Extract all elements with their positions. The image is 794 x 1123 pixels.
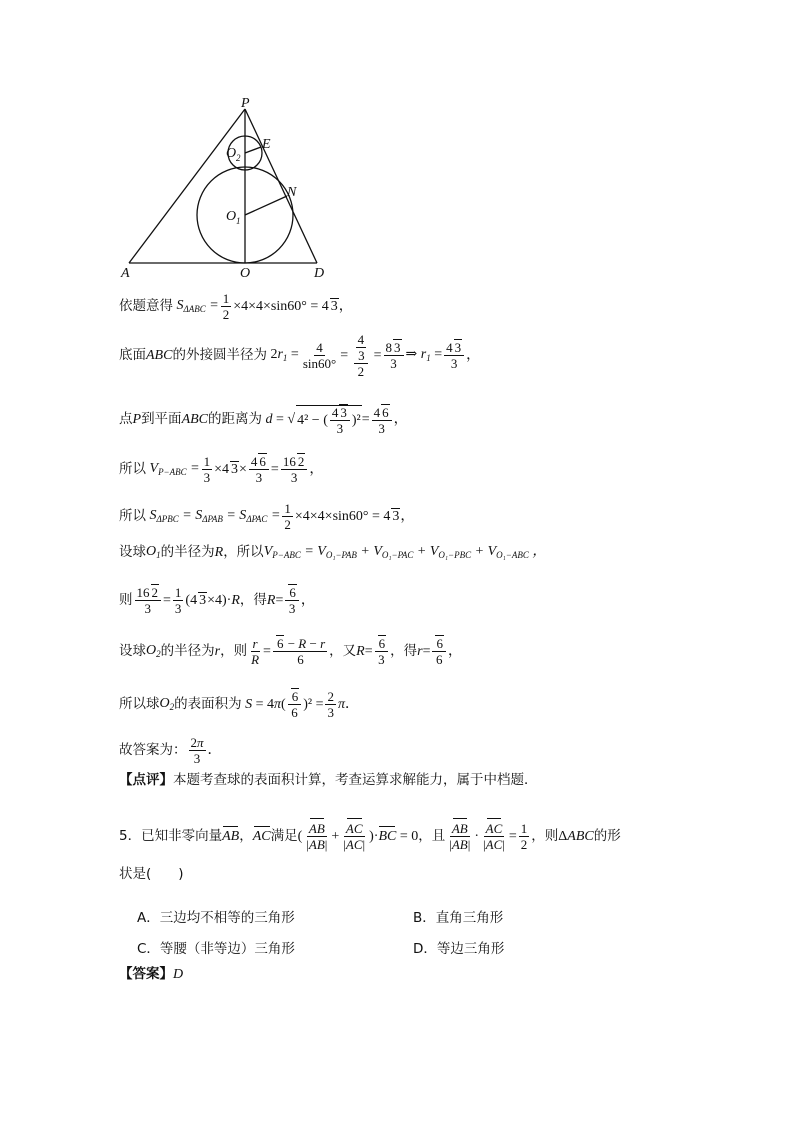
option-c[interactable]: C．等腰（非等边）三角形 <box>137 941 295 957</box>
review-line: 【点评】 本题考查球的表面积计算，考查运算求解能力，属于中档题． <box>119 772 538 788</box>
question-5-line-2: 状是( ) <box>119 866 184 882</box>
answer-line: 故答案为： $\frac{2\pi}{3}$ ． <box>119 735 222 766</box>
solution-line-2: 底面 ABC 的外接圆半径为 $2r_1$ = $\frac{4}{\sin 60^\circ}$ = $\frac{4}{\frac{3}{2}}$ = $\frac{8 3}{3}$ ⇒ $r_1$ = $\frac{4 3}{3}$ ， <box>119 332 481 379</box>
solution-line-6: 设球 $O_1$ 的半径为 R ，所以 $V_{P-ABC} = V_{O_1-PAB} + V_{O_1-PAC} + V_{O_1-PBC} + V_{O_1-ABC}$ ， <box>119 543 547 560</box>
solution-line-8: 设球 $O_2$ 的半径为 r ，则 $\frac{r}{R}$ = $\frac{6 - R - r}{6}$ ，又 R = $\frac{6}{3}$ ，得 r = $\frac{6}{6}$ ， <box>119 636 462 667</box>
solution-line-9: 所以球 $O_2$ 的表面积为 S = 4π( $\frac{6}{6}$ )² = $\frac{2}{3}$ π ． <box>119 689 359 720</box>
edge-PD <box>245 109 317 263</box>
option-b[interactable]: B．直角三角形 <box>413 910 504 926</box>
label-E: E <box>262 137 271 152</box>
solution-line-4: 所以 $V_{P-ABC}$ = $\frac{1}{3}$ ×4 3× $\frac{4 6}{3}$ = $\frac{16 2}{3}$ ， <box>119 454 324 485</box>
label-O2-sub: 2 <box>236 153 241 163</box>
answer-value: D <box>173 967 184 982</box>
label-O1-sub: 1 <box>236 216 241 226</box>
label-N: N <box>287 185 297 200</box>
solution-line-5: 所以 $S_{\Delta PBC} = S_{\Delta PAB} = S_{\Delta PAC}$ = $\frac{1}{2}$ ×4×4×sin60° = 4 3， <box>119 501 415 532</box>
label-O: O <box>240 266 251 280</box>
solution-line-1: 依题意得 $S_{\Delta ABC}$ = $\frac{1}{2}$ ×4×4×sin60° = 4 3， <box>119 291 353 322</box>
radius-O1N <box>245 196 287 215</box>
label-D: D <box>314 266 325 280</box>
label-O1: O <box>226 209 237 224</box>
radius-O2E <box>245 147 261 153</box>
label-O2: O <box>226 146 237 161</box>
label-P: P <box>241 96 250 111</box>
question-5-line-1: 5．已知非零向量 AB ， AC 满足 ( $\frac{AB}{|AB|}$ + $\frac{AC}{|AC|}$ )·BC = 0 ，且 $\frac{AB}{|AB|}$ · $\frac{AC}{|AC|}$ = $\frac{1}{2}$ ，则 ΔABC 的形 <box>119 821 621 852</box>
answer-label-line: 【答案】 D <box>119 966 184 983</box>
geometry-figure <box>115 95 345 280</box>
solution-line-7: 则 $\frac{16 2}{3}$ = $\frac{1}{3}$ (4 3×4)·R ，得 R = $\frac{6}{3}$ ， <box>119 585 315 616</box>
label-A: A <box>121 266 130 280</box>
edge-PA <box>129 109 245 263</box>
option-a[interactable]: A．三边均不相等的三角形 <box>137 910 295 926</box>
option-d[interactable]: D．等边三角形 <box>413 941 505 957</box>
solution-line-3: 点 P 到平面 ABC 的距离为 d = √ 4² − ( $\frac{4 3}{3}$ )² = $\frac{4 6}{3}$ ， <box>119 404 408 436</box>
